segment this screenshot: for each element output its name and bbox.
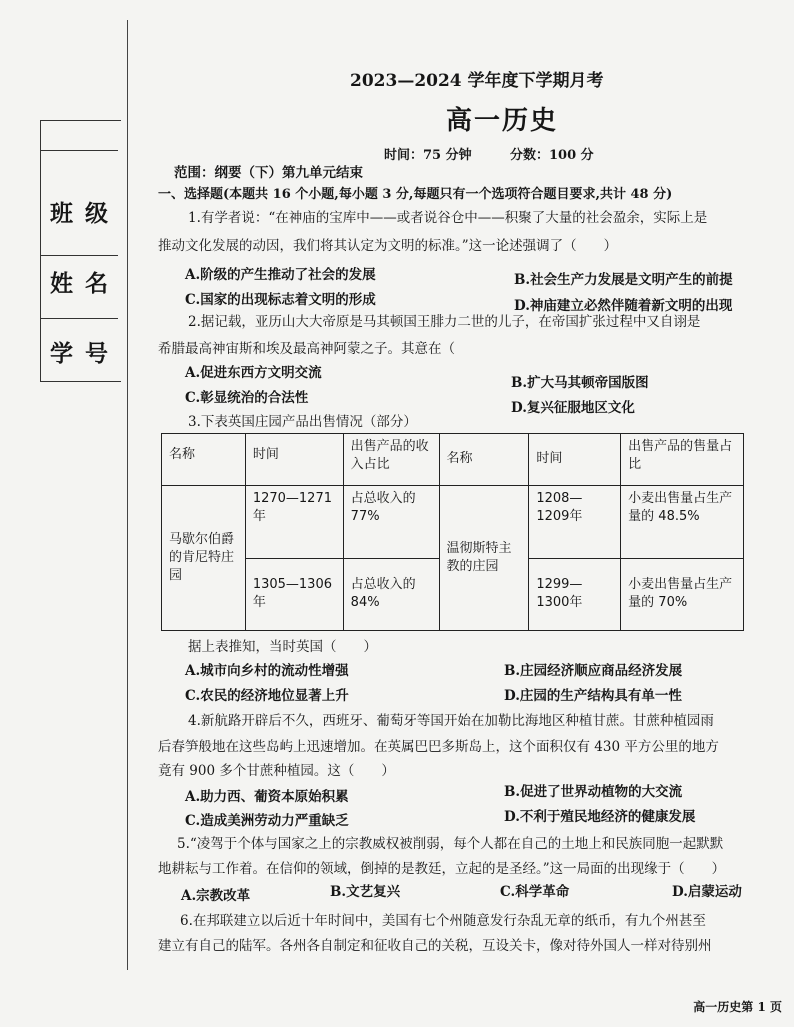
q3-option-c[interactable]: C.农民的经济地位显著上升 [185, 688, 349, 704]
question-4-stem-cont: 竟有 900 多个甘蔗种植园。这（ ） [158, 763, 395, 779]
question-3-prompt: 据上表推知，当时英国（ ） [188, 639, 377, 655]
side-rule [40, 150, 118, 151]
q2-option-c[interactable]: C.彰显统治的合法性 [185, 390, 309, 406]
question-5-stem: 5.“凌驾于个体与国家之上的宗教威权被削弱，每个人都在自己的土地上和民族同胞一起默默 [177, 836, 724, 852]
q2-option-d[interactable]: D.复兴征服地区文化 [511, 400, 635, 416]
question-2-stem-cont: 希腊最高神宙斯和埃及最高神阿蒙之子。其意在（ [158, 341, 455, 357]
student-id-label: 学号 [50, 341, 120, 367]
side-rule [40, 255, 118, 256]
section-heading: 一、选择题(本题共 16 个小题,每小题 3 分,每题只有一个选项符合题目要求,共计 48 分) [158, 187, 673, 202]
table-cell: 1208—1209年 [529, 486, 621, 559]
table-cell: 1305—1306年 [245, 558, 343, 631]
q1-option-b[interactable]: B.社会生产力发展是文明产生的前提 [514, 272, 733, 288]
table-header-row [162, 434, 744, 486]
table-row [162, 486, 744, 559]
q4-option-a[interactable]: A.助力西、葡资本原始积累 [185, 789, 349, 805]
table-header-cell: 出售产品的收入占比 [343, 434, 439, 486]
question-2-stem: 2.据记载，亚历山大大帝原是马其顿国王腓力二世的儿子，在帝国扩张过程中又自诩是 [188, 314, 701, 330]
question-5-stem-cont: 地耕耘与工作着。在信仰的领域，倒掉的是教廷，立起的是圣经。”这一局面的出现缘于（ ） [158, 861, 726, 877]
table-cell-right-name: 温彻斯特主教的庄园 [439, 486, 529, 631]
exam-score: 分数：100 分 [510, 148, 594, 163]
class-label: 班级 [50, 201, 120, 227]
exam-scope: 范围：纲要（下）第九单元结束 [174, 165, 363, 181]
table-header-cell: 名称 [162, 434, 246, 486]
q4-option-c[interactable]: C.造成美洲劳动力严重缺乏 [185, 813, 349, 829]
table-cell: 小麦出售量占生产量的 48.5% [621, 486, 744, 559]
q1-option-c[interactable]: C.国家的出现标志着文明的形成 [185, 292, 376, 308]
q3-option-b[interactable]: B.庄园经济顺应商品经济发展 [504, 663, 683, 679]
q1-option-a[interactable]: A.阶级的产生推动了社会的发展 [185, 267, 376, 283]
q5-option-d[interactable]: D.启蒙运动 [672, 884, 742, 900]
table-cell: 1270—1271年 [245, 486, 343, 559]
table-header-cell: 出售产品的售量占比 [621, 434, 744, 486]
table-cell: 占总收入的77% [343, 486, 439, 559]
q4-option-b[interactable]: B.促进了世界动植物的大交流 [504, 784, 683, 800]
question-6-stem-cont: 建立有自己的陆军。各州各自制定和征收自己的关税，互设关卡，像对待外国人一样对待别州 [158, 938, 712, 954]
q1-option-d[interactable]: D.神庙建立必然伴随着新文明的出现 [514, 298, 733, 314]
page-footer: 高一历史第 1 页 [693, 1000, 782, 1014]
name-label: 姓名 [50, 271, 120, 297]
q5-option-b[interactable]: B.文艺复兴 [330, 884, 401, 900]
question-1-stem: 1.有学者说：“在神庙的宝库中——或者说谷仓中——积聚了大量的社会盈余，实际上是 [188, 210, 708, 226]
exam-time: 时间：75 分钟 [384, 148, 472, 163]
q5-option-c[interactable]: C.科学革命 [500, 884, 570, 900]
table-cell: 占总收入的84% [343, 558, 439, 631]
binding-line [127, 20, 128, 970]
question-6-stem: 6.在邦联建立以后近十年时间中，美国有七个州随意发行杂乱无章的纸币，有九个州甚至 [180, 913, 706, 929]
side-rule [40, 318, 118, 319]
q3-option-d[interactable]: D.庄园的生产结构具有单一性 [504, 688, 682, 704]
q2-option-a[interactable]: A.促进东西方文明交流 [185, 365, 322, 381]
question-1-stem-cont: 推动文化发展的动因，我们将其认定为文明的标准。”这一论述强调了（ ） [158, 238, 618, 254]
manor-sales-table [161, 433, 744, 631]
table-cell: 小麦出售量占生产量的 70% [621, 558, 744, 631]
table-header-cell: 时间 [245, 434, 343, 486]
table-cell: 1299—1300年 [529, 558, 621, 631]
table-header-cell: 名称 [439, 434, 529, 486]
question-4-stem-cont: 后春笋般地在这些岛屿上迅速增加。在英属巴巴多斯岛上，这个面积仅有 430 平方公里的地方 [158, 739, 719, 755]
q4-option-d[interactable]: D.不利于殖民地经济的健康发展 [504, 809, 696, 825]
question-4-stem: 4.新航路开辟后不久，西班牙、葡萄牙等国开始在加勒比海地区种植甘蔗。甘蔗种植园雨 [188, 713, 714, 729]
q2-option-b[interactable]: B.扩大马其顿帝国版图 [511, 375, 649, 391]
subject-title: 高一历史 [446, 106, 559, 136]
q3-option-a[interactable]: A.城市向乡村的流动性增强 [185, 663, 349, 679]
q5-option-a[interactable]: A.宗教改革 [181, 888, 251, 904]
table-header-cell: 时间 [529, 434, 621, 486]
question-3-stem: 3.下表英国庄园产品出售情况（部分） [188, 414, 417, 430]
table-cell-left-name: 马歇尔伯爵的肯尼特庄园 [162, 486, 246, 631]
exam-term-title: 2023—2024 学年度下学期月考 [350, 71, 604, 91]
